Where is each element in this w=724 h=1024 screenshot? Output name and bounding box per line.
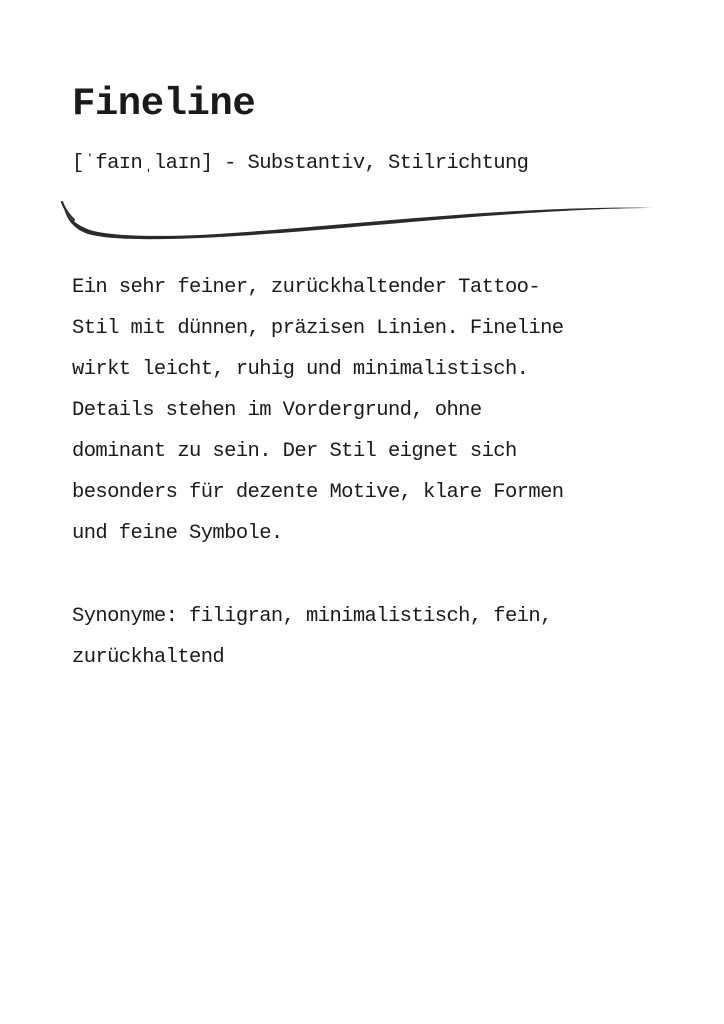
entry-title: Fineline <box>72 82 256 126</box>
entry-pronunciation: [ˈfaɪnˌlaɪn] - Substantiv, Stilrichtung <box>72 152 529 175</box>
entry-definition: Ein sehr feiner, zurückhaltender Tattoo- Stil mit dünnen, präzisen Linien. Fineline wirkt leicht, ruhig und minimalistisch. Details stehen im Vordergrund, ohne dominant zu sein. Der Stil eignet sich besonders für dezente Motive, klare Formen und feine Symbole. <box>72 276 564 545</box>
entry-synonyms: Synonyme: filigran, minimalistisch, fein, zurückhaltend <box>72 605 552 669</box>
brush-stroke-divider <box>60 198 660 244</box>
